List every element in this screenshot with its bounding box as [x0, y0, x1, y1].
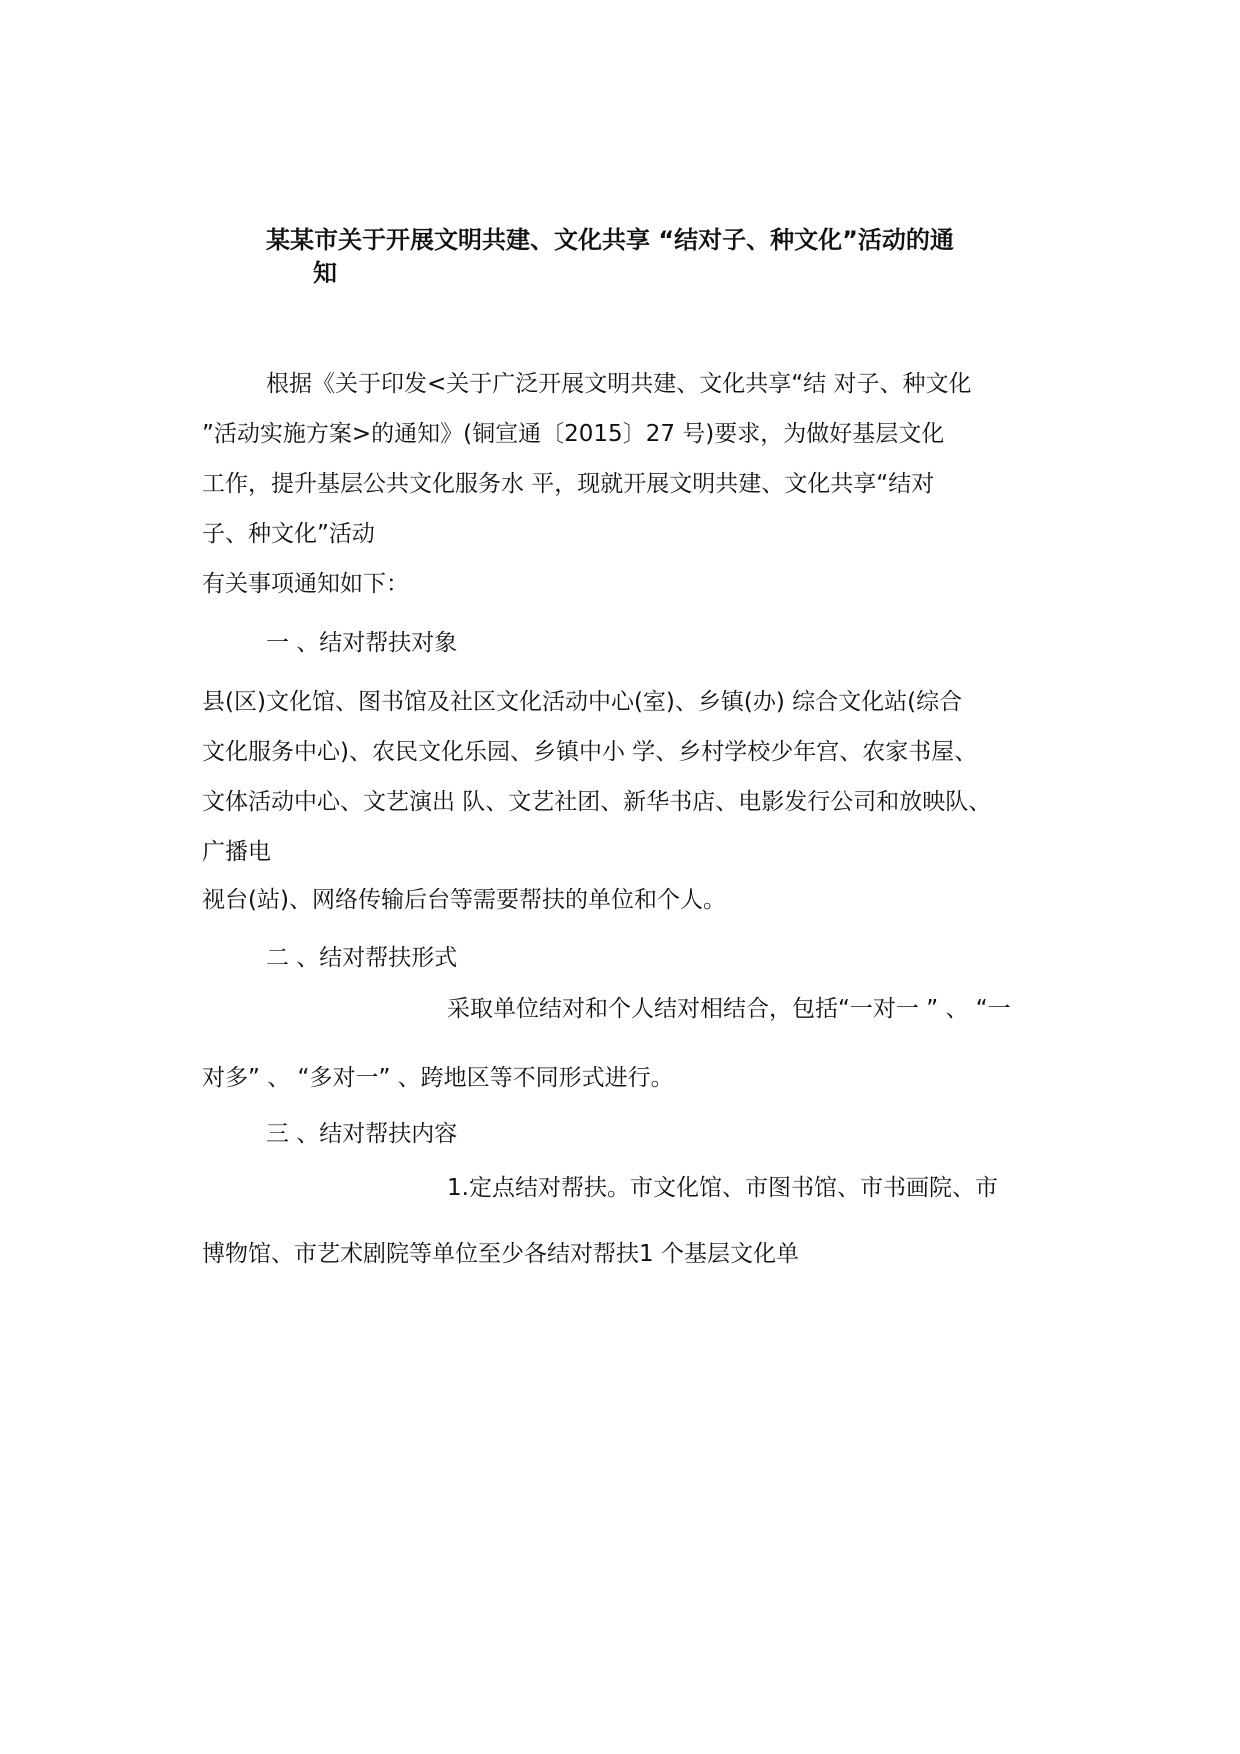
intro-line-2: ”活动实施方案>的通知》(铜宣通〔2015〕27 号)要求，为做好基层文化: [202, 421, 945, 447]
section1-line-2: 文化服务中心)、农民文化乐园、乡镇中小 学、乡村学校少年宫、农家书屋、: [202, 739, 978, 765]
document-title: 某某市关于开展文明共建、文化共享 “结对子、种文化”活动的通: [266, 226, 954, 254]
section3-line-2: 博物馆、市艺术剧院等单位至少各结对帮扶1 个基层文化单: [202, 1241, 799, 1267]
section2-heading: 二 、结对帮扶形式: [266, 945, 458, 971]
section1-line-5: 视台(站)、网络传输后台等需要帮扶的单位和个人。: [202, 887, 726, 913]
section1-line-3: 文体活动中心、文艺演出 队、文艺社团、新华书店、电影发行公司和放映队、: [202, 789, 992, 815]
document-title-continued: 知: [313, 259, 337, 287]
intro-line-4: 子、种文化”活动: [202, 521, 375, 547]
intro-line-3: 工作，提升基层公共文化服务水 平，现就开展文明共建、文化共享“结对: [202, 471, 935, 497]
section3-heading: 三 、结对帮扶内容: [266, 1121, 458, 1147]
section1-line-4: 广播电: [202, 839, 271, 865]
intro-line-1: 根据《关于印发<关于广泛开展文明共建、文化共享“结 对子、种文化: [266, 371, 972, 397]
intro-line-5: 有关事项通知如下：: [202, 571, 409, 597]
section2-line-2: 对多” 、 “多对一” 、跨地区等不同形式进行。: [202, 1065, 674, 1091]
section2-line-1: 采取单位结对和个人结对相结合，包括“一对一 ” 、 “一: [447, 996, 1011, 1022]
section1-heading: 一 、结对帮扶对象: [266, 630, 458, 656]
section3-line-1: 1.定点结对帮扶。市文化馆、市图书馆、市书画院、市: [447, 1175, 998, 1201]
section1-line-1: 县(区)文化馆、图书馆及社区文化活动中心(室)、乡镇(办) 综合文化站(综合: [202, 689, 963, 715]
